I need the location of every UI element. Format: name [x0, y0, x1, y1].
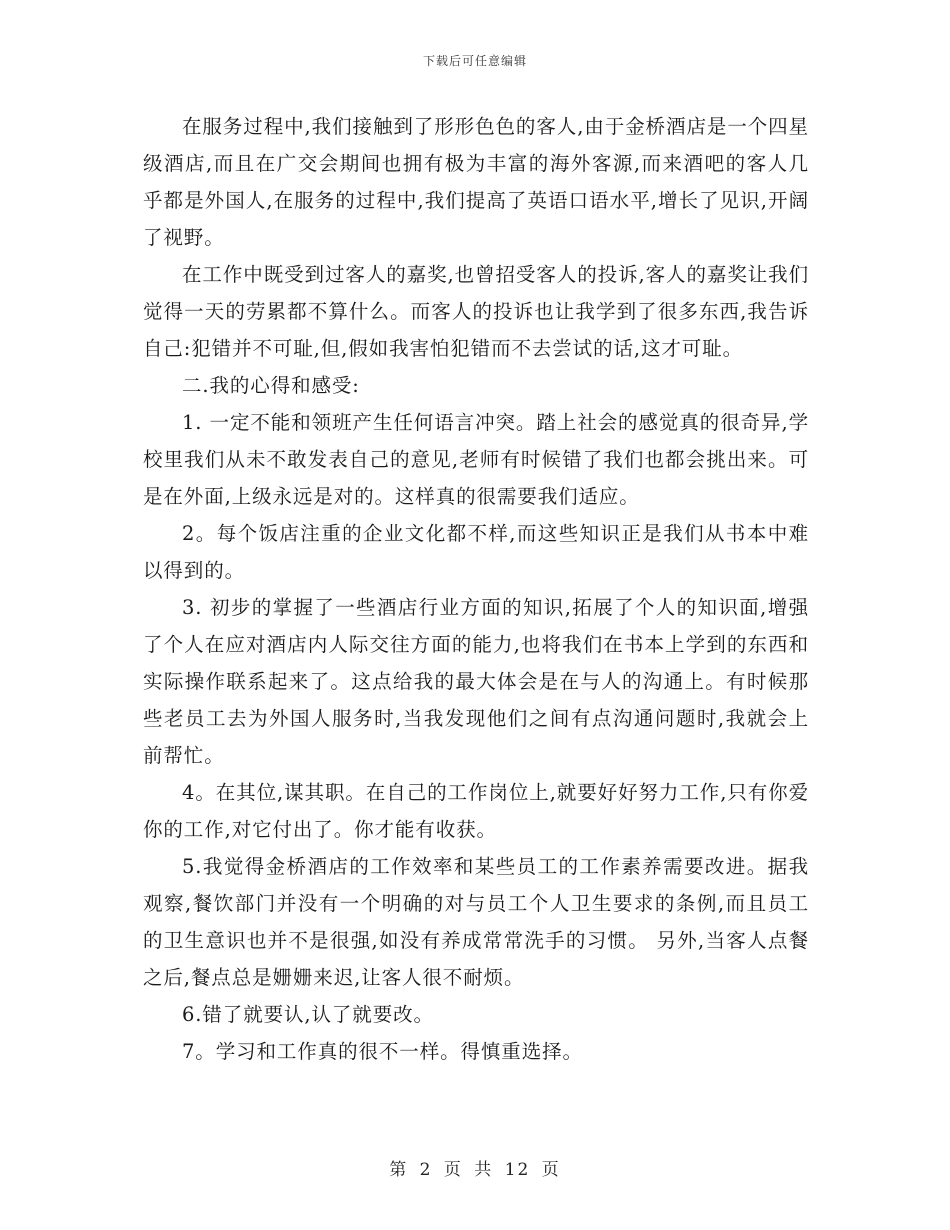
list-item-4: 4。在其位,谋其职。在自己的工作岗位上,就要好好努力工作,只有你爱你的工作,对它付出了。你才能有收获。 — [143, 781, 809, 841]
page-footer — [0, 1155, 950, 1180]
footer-total-pages: 12 — [504, 1160, 531, 1180]
document-body — [143, 108, 809, 1070]
list-item-2: 2。每个饭店注重的企业文化都不样,而这些知识正是我们从书本中难以得到的。 — [143, 522, 809, 582]
footer-page-word: 页 — [443, 1160, 463, 1180]
list-item-6: 6.错了就要认,认了就要改。 — [182, 1003, 434, 1026]
paragraph-praise-complaints: 在工作中既受到过客人的嘉奖,也曾招受客人的投诉,客人的嘉奖让我们觉得一天的劳累都不算什么。而客人的投诉也让我学到了很多东西,我告诉自己:犯错并不可耻,但,假如我害怕犯错而不去尝试的话,这才可耻。 — [143, 263, 809, 360]
footer-current-page: 2 — [419, 1160, 433, 1180]
page-header: 下载后可任意编辑 — [422, 54, 527, 68]
list-item-1: 1. 一定不能和领班产生任何语言冲突。踏上社会的感觉真的很奇异,学校里我们从未不敢发表自己的意见,老师有时候错了我们也都会挑出来。可是在外面,上级永远是对的。这样真的很需要我们适应。 — [143, 411, 809, 508]
paragraph-service-experience: 在服务过程中,我们接触到了形形色色的客人,由于金桥酒店是一个四星级酒店,而且在广交会期间也拥有极为丰富的海外客源,而来酒吧的客人几乎都是外国人,在服务的过程中,我们提高了英语口语水平,增长了见识,开阔了视野。 — [143, 115, 809, 249]
footer-prefix: 第 — [389, 1160, 409, 1180]
section-heading-feelings: 二.我的心得和感受: — [182, 374, 360, 397]
list-item-7: 7。学习和工作真的很不一样。得慎重选择。 — [182, 1040, 583, 1063]
list-item-5: 5.我觉得金桥酒店的工作效率和某些员工的工作素养需要改进。据我观察,餐饮部门并没有一个明确的对与员工个人卫生要求的条例,而且员工的卫生意识也并不是很强,如没有养成常常洗手的习惯。 另外,当客人点餐之后,餐点总是姗姗来迟,让客人很不耐烦。 — [143, 855, 809, 989]
footer-total-word: 共 — [474, 1160, 494, 1180]
footer-suffix: 页 — [541, 1160, 561, 1180]
list-item-3: 3. 初步的掌握了一些酒店行业方面的知识,拓展了个人的知识面,增强了个人在应对酒店内人际交往方面的能力,也将我们在书本上学到的东西和实际操作联系起来了。这点给我的最大体会是在与人的沟通上。有时候那些老员工去为外国人服务时,当我发现他们之间有点沟通问题时,我就会上前帮忙。 — [143, 596, 809, 767]
